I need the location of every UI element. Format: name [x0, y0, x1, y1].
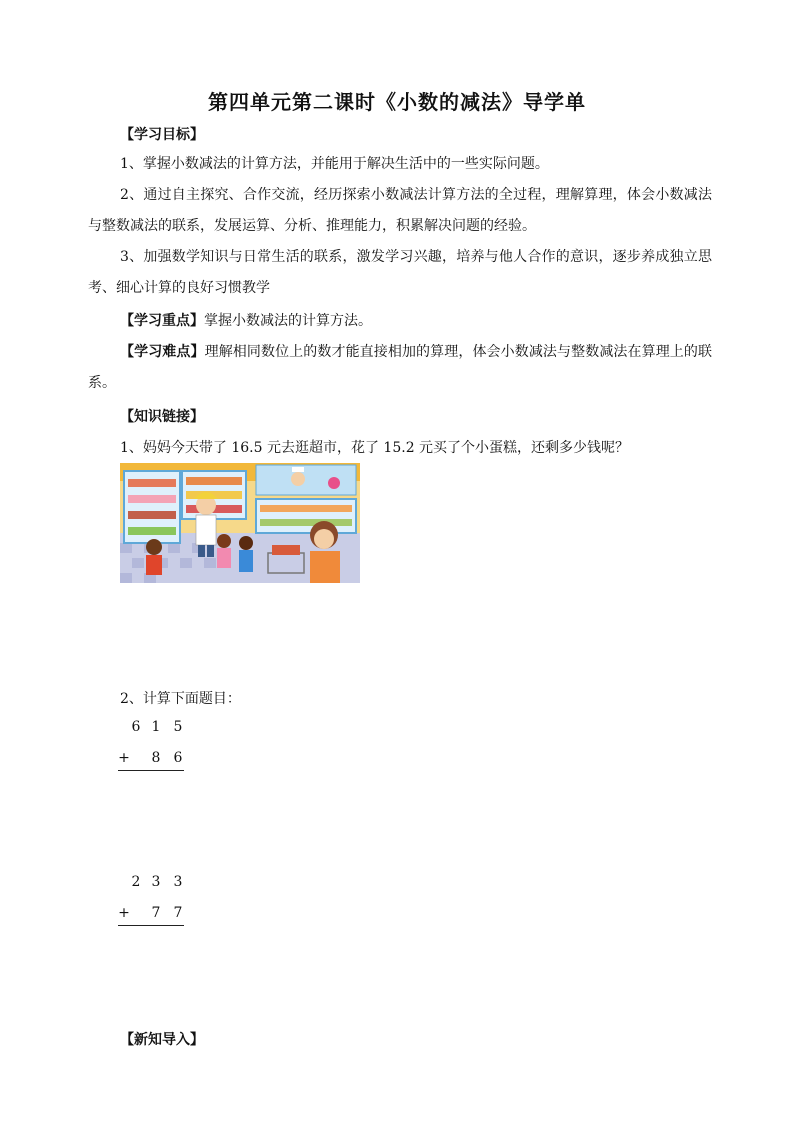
goals-heading: 【学习目标】 [120, 127, 204, 143]
key-point-text: 掌握小数减法的计算方法。 [204, 313, 372, 329]
baker-head [291, 472, 305, 486]
goal-item-2: 2、通过自主探究、合作交流，经历探索小数减法计算方法的全过程，理解算理，体会小数减法与整数减法的联系，发展运算、分析、推理能力，积累解决问题的经验。 [88, 187, 712, 234]
child-1-body [146, 555, 162, 575]
key-point-label: 【学习重点】 [120, 313, 204, 329]
new-intro-heading: 【新知导入】 [120, 1032, 204, 1048]
question-1: 1、妈妈今天带了 16.5 元去逛超市，花了 15.2 元买了个小蛋糕，还剩多少钱呢？ [120, 440, 630, 456]
child-3-body [239, 550, 253, 572]
page-title: 第四单元第二课时《小数的减法》导学单 [208, 90, 586, 114]
bakery-illustration [120, 463, 360, 583]
counter-right [256, 499, 356, 533]
digit: 7 [151, 905, 161, 921]
problem-2 [118, 874, 184, 926]
child-2-head [217, 534, 231, 548]
digit: 5 [173, 719, 183, 735]
key-point [88, 306, 712, 337]
digit: 8 [151, 750, 161, 766]
digit: 1 [151, 719, 161, 735]
difficulty-text: 理解相同数位上的数才能直接相加的算理，体会小数减法与整数减法在算理上的联系。 [88, 344, 713, 391]
digit: 6 [173, 750, 183, 766]
difficulty-label: 【学习难点】 [120, 344, 205, 360]
child-3-head [239, 536, 253, 550]
question-2: 2、计算下面题目： [120, 691, 241, 707]
mother-head [314, 529, 334, 549]
operator: + [118, 905, 130, 921]
problem-2-bottom [118, 905, 184, 926]
knowledge-link-heading: 【知识链接】 [120, 409, 204, 425]
problem-1 [118, 719, 184, 771]
digit: 3 [151, 874, 161, 890]
flower-icon [328, 477, 340, 489]
digit: 3 [173, 874, 183, 890]
digit: 6 [131, 719, 141, 735]
problem-1-bottom [118, 750, 184, 771]
shopkeeper-body [196, 515, 216, 545]
mother-body [310, 551, 340, 583]
child-2-body [217, 548, 231, 568]
child-1-head [146, 539, 162, 555]
problem-1-top [118, 719, 184, 739]
problem-2-top [118, 874, 184, 894]
goal-item-1: 1、掌握小数减法的计算方法，并能用于解决生活中的一些实际问题。 [120, 156, 549, 172]
shop-window [256, 465, 356, 495]
goal-item-3: 3、加强数学知识与日常生活的联系，激发学习兴趣，培养与他人合作的意识，逐步养成独立思考、细心计算的良好习惯教学 [88, 249, 712, 296]
digit: 2 [131, 874, 141, 890]
difficulty [88, 337, 712, 399]
operator: + [118, 750, 130, 766]
digit: 7 [173, 905, 183, 921]
